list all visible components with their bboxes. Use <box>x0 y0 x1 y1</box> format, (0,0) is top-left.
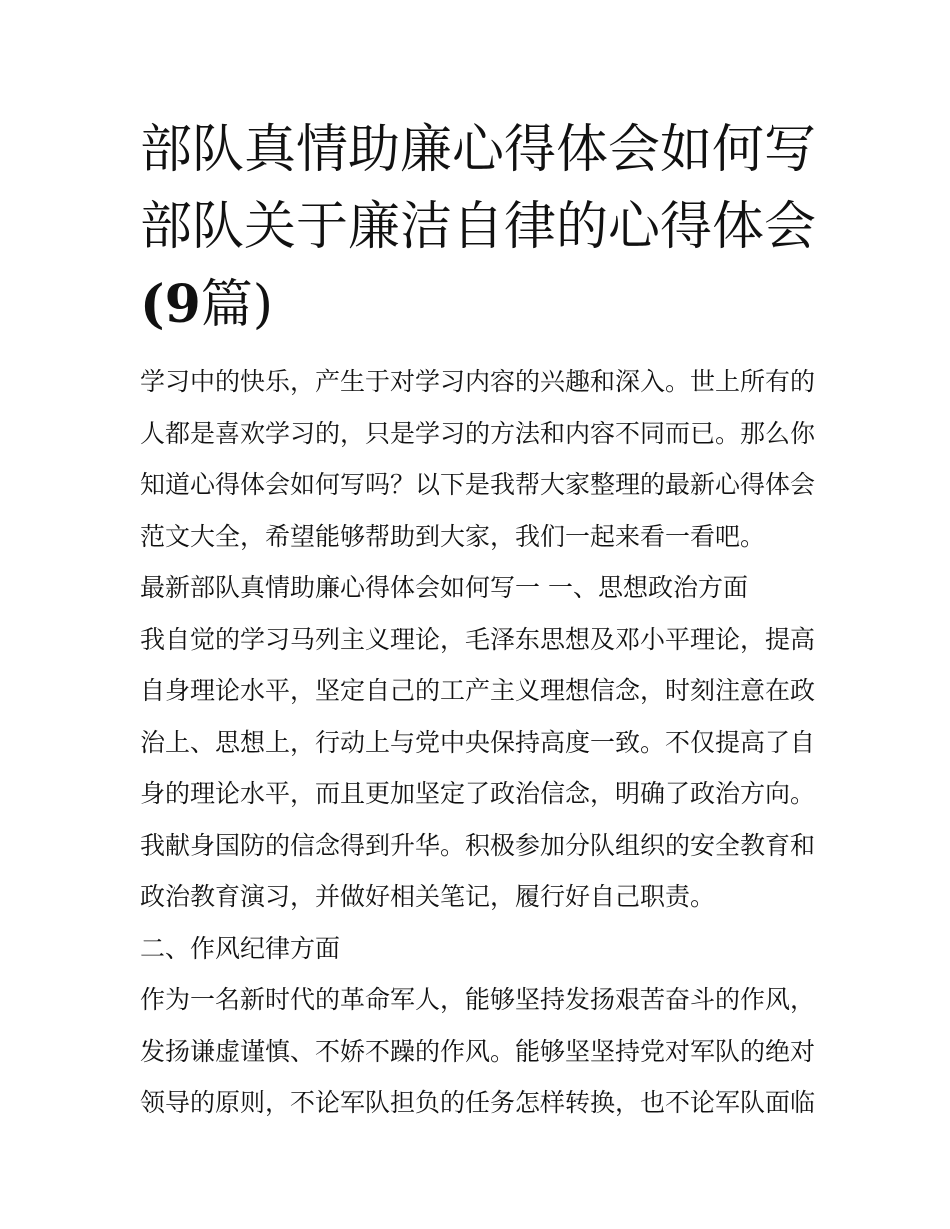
title-line-2: 部队关于廉洁自律的心得体会 <box>140 197 817 257</box>
body-line: 发扬谦虚谨慎、不娇不躁的作风。能够坚坚持党对军队的绝对 <box>140 1036 816 1066</box>
body-line: 学习中的快乐，产生于对学习内容的兴趣和深入。世上所有的 <box>140 367 816 396</box>
body-line: 范文大全，希望能够帮助到大家，我们一起来看一看吧。 <box>140 521 766 551</box>
title-count: (9 <box>140 274 201 335</box>
body-line: 领导的原则，不论军队担负的任务怎样转换，也不论军队面临 <box>140 1088 816 1117</box>
document-title <box>140 112 820 344</box>
body-line: 人都是喜欢学习的，只是学习的方法和内容不同而已。那么你 <box>140 418 816 448</box>
body-line: 我自觉的学习马列主义理论，毛泽东思想及邓小平理论，提高 <box>140 624 816 654</box>
title-line-1: 部队真情助廉心得体会如何写 <box>140 120 817 180</box>
body-line: 知道心得体会如何写吗？以下是我帮大家整理的最新心得体会 <box>140 470 816 499</box>
section-heading-1: 最新部队真情助廉心得体会如何写一 一、思想政治方面 <box>140 573 748 602</box>
body-line: 政治教育演习，并做好相关笔记，履行好自己职责。 <box>140 882 716 911</box>
body-line: 我献身国防的信念得到升华。积极参加分队组织的安全教育和 <box>140 830 816 860</box>
body-line: 作为一名新时代的革命军人，能够坚持发扬艰苦奋斗的作风， <box>140 985 816 1014</box>
body-line: 自身理论水平，坚定自己的工产主义理想信念，时刻注意在政 <box>140 676 816 705</box>
document-body <box>140 356 820 1129</box>
body-line: 治上、思想上，行动上与党中央保持高度一致。不仅提高了自 <box>140 727 816 757</box>
title-count-suffix: 篇) <box>200 275 274 335</box>
body-line: 身的理论水平，而且更加坚定了政治信念，明确了政治方向。 <box>140 779 816 808</box>
title-line-3 <box>140 266 820 344</box>
section-heading-2: 二、作风纪律方面 <box>140 933 341 963</box>
